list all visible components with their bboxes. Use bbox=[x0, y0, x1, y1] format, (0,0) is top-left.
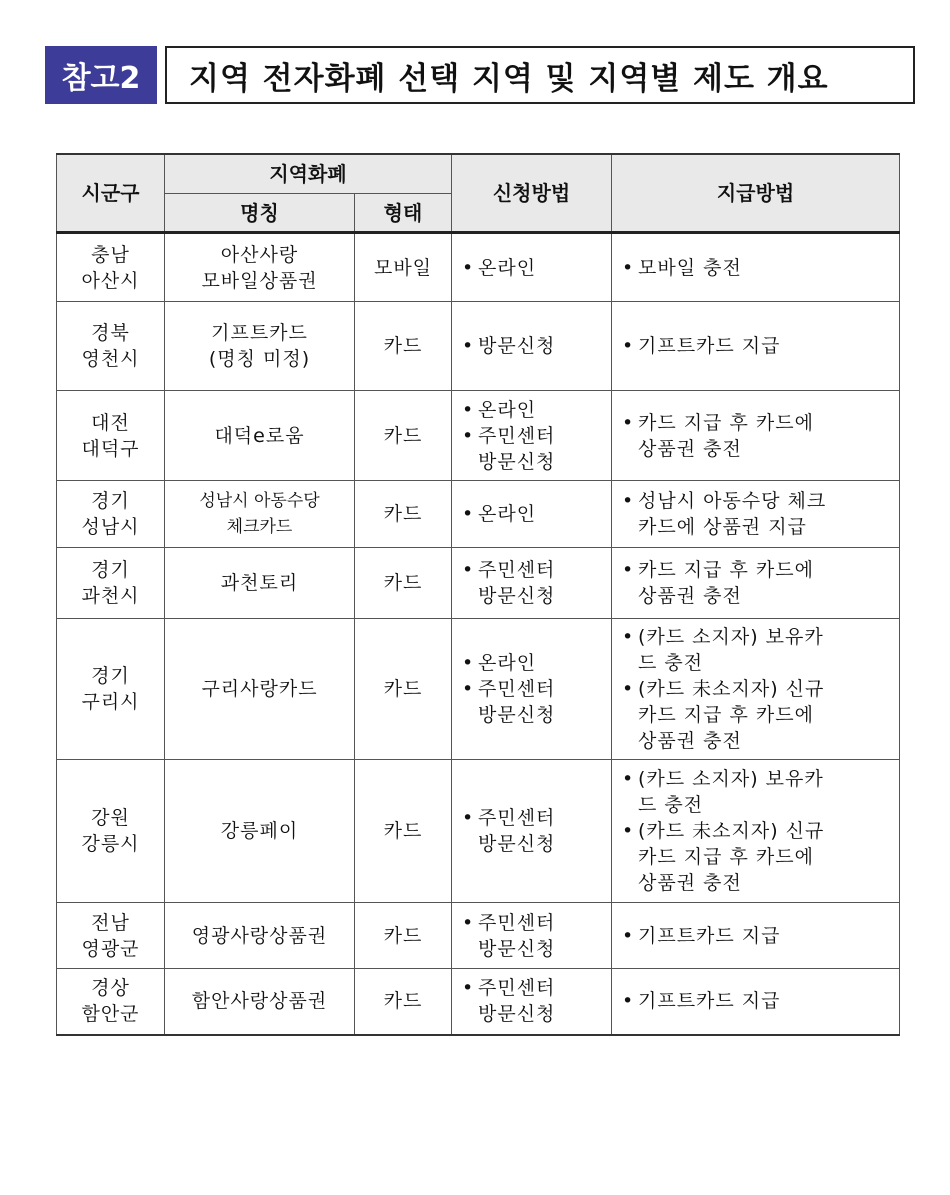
table-row bbox=[57, 233, 900, 302]
bullet-item: • 기프트카드 지급 bbox=[622, 333, 893, 359]
cell-payment-method-list bbox=[622, 255, 893, 281]
cell-payment-method-list bbox=[622, 766, 893, 896]
bullet-item: • 모바일 충전 bbox=[622, 255, 893, 281]
cell-payment-method bbox=[612, 548, 900, 619]
cell-currency-name: 아산사랑 모바일상품권 bbox=[165, 233, 355, 302]
bullet-item: • 카드 지급 후 카드에 상품권 충전 bbox=[622, 410, 893, 462]
cell-region: 경북 영천시 bbox=[57, 302, 165, 391]
page-header bbox=[45, 46, 915, 104]
cell-payment-method bbox=[612, 233, 900, 302]
cell-currency-name: 강릉페이 bbox=[165, 760, 355, 903]
header-apply: 신청방법 bbox=[452, 154, 612, 233]
cell-payment-method-list bbox=[622, 488, 893, 540]
cell-apply-method-list bbox=[462, 975, 605, 1027]
cell-currency-name: 성남시 아동수당 체크카드 bbox=[165, 481, 355, 548]
cell-apply-method bbox=[452, 302, 612, 391]
cell-payment-method bbox=[612, 302, 900, 391]
page-title: 지역 전자화폐 선택 지역 및 지역별 제도 개요 bbox=[189, 60, 829, 97]
bullet-item: • 주민센터 방문신청 bbox=[462, 557, 605, 609]
table-row bbox=[57, 903, 900, 969]
cell-region: 대전 대덕구 bbox=[57, 391, 165, 481]
bullet-item: • 기프트카드 지급 bbox=[622, 923, 893, 949]
cell-apply-method-list bbox=[462, 397, 605, 475]
bullet-item: • 기프트카드 지급 bbox=[622, 988, 893, 1014]
cell-apply-method-list bbox=[462, 910, 605, 962]
table-row bbox=[57, 760, 900, 903]
cell-apply-method bbox=[452, 619, 612, 760]
bullet-item: • 온라인 bbox=[462, 501, 605, 527]
cell-currency-name: 영광사랑상품권 bbox=[165, 903, 355, 969]
table-row bbox=[57, 969, 900, 1035]
cell-payment-method bbox=[612, 969, 900, 1035]
bullet-item: • 온라인 bbox=[462, 650, 605, 676]
cell-apply-method bbox=[452, 481, 612, 548]
cell-currency-type: 카드 bbox=[355, 391, 452, 481]
reference-badge: 참고2 bbox=[45, 46, 157, 104]
cell-currency-type: 카드 bbox=[355, 548, 452, 619]
region-currency-table bbox=[56, 153, 900, 1036]
cell-currency-type: 카드 bbox=[355, 481, 452, 548]
cell-apply-method bbox=[452, 903, 612, 969]
cell-region: 강원 강릉시 bbox=[57, 760, 165, 903]
bullet-item: • 성남시 아동수당 체크 카드에 상품권 지급 bbox=[622, 488, 893, 540]
header-payment: 지급방법 bbox=[612, 154, 900, 233]
cell-region: 전남 영광군 bbox=[57, 903, 165, 969]
cell-apply-method-list bbox=[462, 557, 605, 609]
cell-currency-name: 함안사랑상품권 bbox=[165, 969, 355, 1035]
table-row bbox=[57, 548, 900, 619]
cell-apply-method bbox=[452, 760, 612, 903]
header-type: 형태 bbox=[355, 194, 452, 233]
cell-region: 충남 아산시 bbox=[57, 233, 165, 302]
table-row bbox=[57, 391, 900, 481]
cell-payment-method bbox=[612, 760, 900, 903]
cell-apply-method bbox=[452, 969, 612, 1035]
table-row bbox=[57, 481, 900, 548]
header-currency: 지역화폐 bbox=[165, 154, 452, 194]
cell-apply-method bbox=[452, 548, 612, 619]
cell-currency-name: 과천토리 bbox=[165, 548, 355, 619]
bullet-item: • (카드 소지자) 보유카 드 충전 bbox=[622, 766, 893, 818]
cell-apply-method bbox=[452, 233, 612, 302]
cell-payment-method-list bbox=[622, 410, 893, 462]
cell-payment-method bbox=[612, 391, 900, 481]
cell-apply-method-list bbox=[462, 333, 605, 359]
cell-payment-method bbox=[612, 619, 900, 760]
cell-currency-type: 카드 bbox=[355, 619, 452, 760]
cell-currency-type: 모바일 bbox=[355, 233, 452, 302]
cell-payment-method-list bbox=[622, 923, 893, 949]
bullet-item: • 주민센터 방문신청 bbox=[462, 423, 605, 475]
cell-currency-name: 대덕e로움 bbox=[165, 391, 355, 481]
bullet-item: • 주민센터 방문신청 bbox=[462, 910, 605, 962]
cell-apply-method-list bbox=[462, 650, 605, 728]
cell-payment-method-list bbox=[622, 333, 893, 359]
bullet-item: • 방문신청 bbox=[462, 333, 605, 359]
cell-apply-method-list bbox=[462, 501, 605, 527]
cell-region: 경기 구리시 bbox=[57, 619, 165, 760]
cell-region: 경상 함안군 bbox=[57, 969, 165, 1035]
bullet-item: • 주민센터 방문신청 bbox=[462, 975, 605, 1027]
cell-payment-method bbox=[612, 903, 900, 969]
bullet-item: • 온라인 bbox=[462, 397, 605, 423]
cell-payment-method-list bbox=[622, 624, 893, 754]
bullet-item: • 주민센터 방문신청 bbox=[462, 676, 605, 728]
bullet-item: • (카드 未소지자) 신규 카드 지급 후 카드에 상품권 충전 bbox=[622, 818, 893, 896]
cell-currency-type: 카드 bbox=[355, 903, 452, 969]
header-region: 시군구 bbox=[57, 154, 165, 233]
cell-currency-type: 카드 bbox=[355, 760, 452, 903]
bullet-item: • (카드 소지자) 보유카 드 충전 bbox=[622, 624, 893, 676]
table-row bbox=[57, 302, 900, 391]
cell-apply-method bbox=[452, 391, 612, 481]
cell-payment-method-list bbox=[622, 988, 893, 1014]
bullet-item: • 주민센터 방문신청 bbox=[462, 805, 605, 857]
cell-currency-name: 구리사랑카드 bbox=[165, 619, 355, 760]
header-name: 명칭 bbox=[165, 194, 355, 233]
cell-region: 경기 과천시 bbox=[57, 548, 165, 619]
bullet-item: • 카드 지급 후 카드에 상품권 충전 bbox=[622, 557, 893, 609]
title-box bbox=[165, 46, 915, 104]
cell-apply-method-list bbox=[462, 805, 605, 857]
cell-payment-method bbox=[612, 481, 900, 548]
table-body bbox=[57, 233, 900, 1035]
bullet-item: • (카드 未소지자) 신규 카드 지급 후 카드에 상품권 충전 bbox=[622, 676, 893, 754]
table-row bbox=[57, 619, 900, 760]
bullet-item: • 온라인 bbox=[462, 255, 605, 281]
cell-currency-type: 카드 bbox=[355, 302, 452, 391]
cell-payment-method-list bbox=[622, 557, 893, 609]
cell-apply-method-list bbox=[462, 255, 605, 281]
cell-region: 경기 성남시 bbox=[57, 481, 165, 548]
cell-currency-type: 카드 bbox=[355, 969, 452, 1035]
cell-currency-name: 기프트카드 (명칭 미정) bbox=[165, 302, 355, 391]
